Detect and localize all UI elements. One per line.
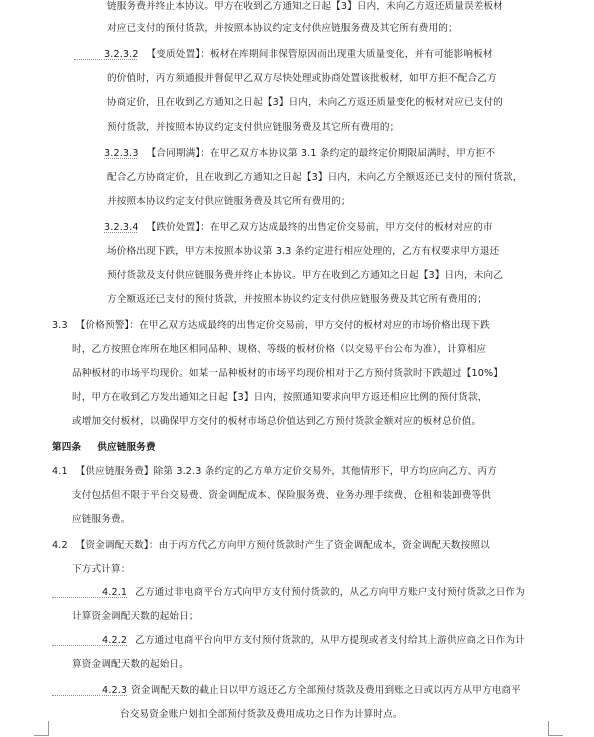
clause-number: 3.2.3.2 — [104, 49, 139, 60]
clause-4-1: 4.1 【供应链服务费】除第 3.2.3 条约定的乙方单方定价交易外，其他情形下，甲方均应向乙方、丙方 — [52, 466, 498, 477]
clause-number: 4.2.2 — [102, 635, 128, 646]
body-line: 对应已支付的预付货款，并按照本协议约定支付供应链服务费及其它所有费用的； — [107, 23, 458, 34]
clause-number: 4.2.1 — [102, 587, 128, 598]
body-line: 链服务费并终止本协议。甲方在收到乙方通知之日起【3】日内，未向乙方返还质量误差板材 — [107, 1, 504, 12]
leader-dots — [52, 597, 100, 598]
body-line: 品种板材的市场平均现价。如某一品种板材的市场平均现价相对于乙方预付货款时下跌超过【10%】 — [72, 368, 504, 379]
clause-4-2-2: 4.2.2 乙方通过电商平台向甲方支付预付货款的，从甲方提现或者支付给其上游供应商之日作为计 — [102, 635, 525, 646]
crop-mark-bottom-left — [34, 721, 49, 736]
body-line: 预付货款，并按照本协议约定支付供应链服务费及其它所有费用的； — [107, 122, 400, 133]
body-line: 台交易资金账户划扣全部预付货款及费用成功之日作为计算时点。 — [120, 709, 403, 720]
leader-dots — [52, 695, 100, 696]
body-line: 协商定价，且在收到乙方通知之日起【3】日内，未向乙方返还质量变化的板材对应已支付的 — [107, 97, 504, 108]
clause-number: 4.2.3 — [102, 685, 128, 696]
clause-number: 3.2.3.4 — [104, 222, 139, 233]
clause-number: 3.3 — [52, 320, 68, 331]
article-number: 第四条 — [52, 442, 82, 453]
body-line: 应链服务费。 — [72, 514, 131, 525]
leader-dots — [52, 645, 100, 646]
clause-3-2-3-4: 3.2.3.4 【跌价处置】：在甲乙双方达成最终的出售定价交易前，甲方交付的板材对应的市 — [104, 222, 493, 233]
body-line: 或增加交付板材，以确保甲方交付的板材市场总价值达到乙方预付货款金额对应的板材总价值。 — [72, 416, 482, 427]
clause-number: 4.1 — [52, 466, 68, 477]
clause-3-2-3-2: 3.2.3.2 【变质处置】：板材在库期间非保管原因而出现重大质量变化，并有可能影响板材 — [104, 49, 493, 60]
body-line: 的价值时，丙方须通报并督促甲乙双方尽快处理或协商处置该批板材，如甲方拒不配合乙方 — [107, 73, 497, 84]
body-line: 支付包括但不限于平台交易费、资金调配成本、保险服务费、业务办理手续费、仓租和装卸费等供 — [72, 490, 491, 501]
clause-4-2-1: 4.2.1 乙方通过非电商平台方式向甲方支付预付货款的，从乙方向甲方账户支付预付货款之日作为 — [102, 587, 525, 598]
clause-3-2-3-3: 3.2.3.3 【合同期满】：在甲乙双方本协议第 3.1 条约定的最终定价期限届满时，甲方拒不 — [104, 148, 496, 159]
crop-mark-bottom-right — [548, 721, 563, 736]
leader-dots — [74, 59, 102, 60]
article-heading — [52, 442, 156, 454]
body-line: 预付货款及支付供应链服务费并终止本协议。甲方在收到乙方通知之日起【3】日内，未向乙 — [107, 270, 504, 281]
body-line: 下方式计算： — [72, 564, 131, 575]
clause-number: 4.2 — [52, 540, 68, 551]
body-line: 方全额返还已支付的预付货款，并按照本协议约定支付供应链服务费及其它所有费用的； — [107, 294, 488, 305]
clause-4-2: 4.2 【资金调配天数】：由于丙方代乙方向甲方预付货款时产生了资金调配成本，资金调配天数按照以 — [52, 540, 490, 551]
clause-3-3: 3.3 【价格预警】：在甲乙双方达成最终的出售定价交易前，甲方交付的板材对应的市场价格出现下跌 — [52, 320, 490, 331]
body-line: 算资金调配天数的起始日。 — [72, 659, 189, 670]
article-title: 供应链服务费 — [97, 442, 156, 453]
body-line: 配合乙方协商定价，且在收到乙方通知之日起【3】日内，未向乙方全额返还已支付的预付货款， — [107, 172, 523, 183]
clause-number: 3.2.3.3 — [104, 148, 139, 159]
body-line: 并按照本协议约定支付供应链服务费及其它所有费用的； — [107, 196, 351, 207]
body-line: 时，甲方在收到乙方发出通知之日起【3】日内，按照通知要求向甲方返还相应比例的预付货款， — [72, 392, 488, 403]
body-line: 场价格出现下跌，甲方未按照本协议第 3.3 条约定进行相应处理的，乙方有权要求甲方退还 — [107, 246, 500, 257]
clause-4-2-3: 4.2.3 资金调配天数的截止日以甲方返还乙方全部预付货款及费用到账之日或以丙方从甲方电商平 — [102, 685, 521, 696]
body-line: 时，乙方按照仓库所在地区相同品种、规格、等级的板材价格（以交易平台公布为准），计算相应 — [72, 344, 487, 355]
body-line: 计算资金调配天数的起始日； — [72, 611, 199, 622]
